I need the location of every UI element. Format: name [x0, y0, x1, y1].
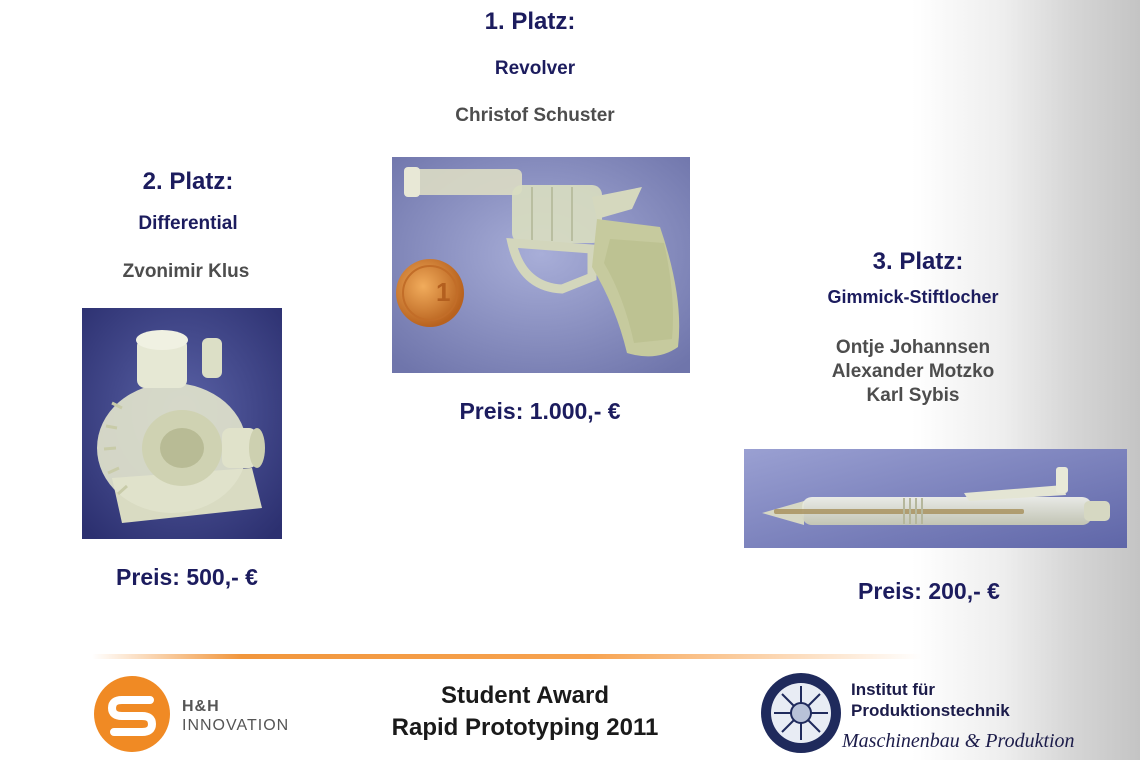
third-winner-name: Ontje Johannsen: [835, 337, 991, 358]
institute-seal: [760, 672, 842, 754]
sponsor-name: H&H: [182, 698, 220, 715]
second-place-heading: 2. Platz:: [142, 168, 234, 195]
institute-faculty: Maschinenbau & Produktion: [842, 730, 1075, 752]
hh-logo-text: [182, 697, 289, 735]
gear-seal-icon: [760, 672, 842, 754]
third-prize: Preis: 200,- €: [858, 578, 1000, 604]
second-project-name: Differential: [138, 213, 238, 234]
first-prize: Preis: 1.000,- €: [459, 398, 621, 424]
institute-name: [851, 679, 1010, 721]
second-winner-name: Zvonimir Klus: [122, 261, 250, 282]
hh-logo-icon: [92, 674, 172, 754]
award-title-line2: Rapid Prototyping 2011: [391, 714, 659, 741]
award-title: [360, 680, 690, 744]
first-winner-name: Christof Schuster: [455, 105, 615, 126]
third-project-name: Gimmick-Stiftlocher: [827, 287, 999, 307]
sponsor-subtitle: INNOVATION: [182, 717, 290, 734]
first-place-heading: 1. Platz:: [484, 8, 576, 35]
third-winner-name: Alexander Motzko: [831, 361, 995, 382]
svg-text:1: 1: [436, 277, 451, 307]
pen-photo: [744, 449, 1127, 548]
revolver-photo: [392, 157, 690, 373]
third-winner-name: Karl Sybis: [866, 385, 960, 406]
institute-line2: Produktionstechnik: [851, 701, 1010, 720]
differential-photo: [82, 308, 282, 539]
third-winners: [790, 336, 1036, 408]
second-prize: Preis: 500,- €: [116, 564, 258, 590]
award-title-line1: Student Award: [440, 682, 609, 709]
institute-line1: Institut für: [851, 680, 936, 699]
third-place-heading: 3. Platz:: [872, 248, 964, 275]
first-project-name: Revolver: [494, 58, 576, 79]
orange-divider: [92, 654, 922, 659]
hh-innovation-logo: [92, 674, 172, 754]
